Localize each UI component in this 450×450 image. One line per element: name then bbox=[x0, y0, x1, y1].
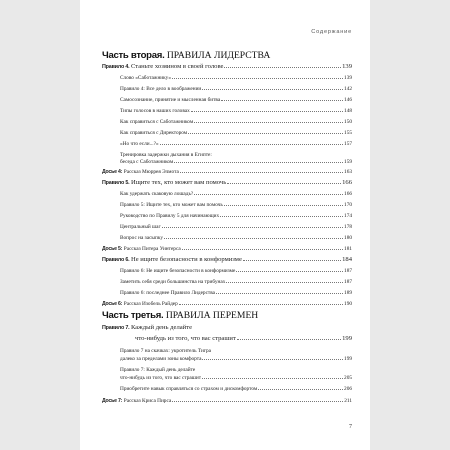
toc-entry[interactable] bbox=[120, 97, 352, 103]
toc-entry-text: что-нибудь из того, что вас страшит bbox=[135, 335, 236, 342]
toc-entry[interactable] bbox=[102, 180, 352, 186]
running-head: Содержание bbox=[311, 29, 352, 35]
toc-entry-page: 199 bbox=[344, 356, 352, 362]
dot-leader bbox=[174, 162, 343, 163]
toc-entry-text: Как справиться с Саботажником bbox=[120, 119, 194, 125]
toc-entry-text: Руководство по Правилу 5 для начинающих bbox=[120, 213, 220, 219]
toc-entry[interactable] bbox=[120, 356, 352, 362]
page-number: 7 bbox=[349, 424, 352, 430]
toc-entry-label: Правило 5. bbox=[102, 180, 130, 186]
toc-entry-title bbox=[120, 224, 161, 230]
toc-entry-title bbox=[120, 202, 223, 208]
toc-entry[interactable] bbox=[102, 398, 352, 404]
toc-entry-page: 159 bbox=[344, 159, 352, 165]
toc-entry-text: что-нибудь из того, что вас страшит bbox=[120, 375, 202, 381]
toc-entry[interactable] bbox=[135, 336, 352, 342]
toc-entry-label: Правило 7. bbox=[102, 325, 130, 331]
toc-entry-page: 181 bbox=[344, 246, 352, 252]
toc-entry-text: Как удержать скаковую лошадь? bbox=[120, 191, 194, 197]
dot-leader bbox=[224, 205, 343, 206]
toc-entry-page: 166 bbox=[344, 191, 352, 197]
toc-entry-page: 205 bbox=[344, 375, 352, 381]
toc-entry-title bbox=[102, 246, 181, 252]
toc-entry-text: Рассказ Питера Уинтерса bbox=[123, 246, 181, 252]
toc-entry-title bbox=[120, 108, 190, 114]
toc-entry[interactable] bbox=[102, 246, 352, 252]
dot-leader bbox=[182, 249, 343, 250]
toc-entry-page: 187 bbox=[344, 268, 352, 274]
toc-entry-text: «Но что если...?» bbox=[120, 141, 159, 147]
dot-leader bbox=[180, 172, 343, 173]
toc-entry-label: Досье 5: bbox=[102, 246, 123, 252]
dot-leader bbox=[202, 378, 343, 379]
toc-entry-title bbox=[120, 130, 187, 136]
toc-entry-title bbox=[120, 159, 173, 165]
dot-leader bbox=[172, 401, 343, 402]
toc-entry-title bbox=[120, 191, 193, 197]
dot-leader bbox=[236, 271, 343, 272]
dot-leader bbox=[188, 133, 343, 134]
toc-entry-text: Приобретите навык справляться со страхом и дискомфортом bbox=[120, 386, 258, 392]
toc-entry[interactable] bbox=[102, 64, 352, 70]
toc-entry-title bbox=[120, 75, 171, 81]
toc-entry-text: Как справиться с Директором bbox=[120, 130, 188, 136]
toc-entry-page: 155 bbox=[344, 130, 352, 136]
toc-entry-text: Заметить себя среди большинства на трибунах bbox=[120, 279, 226, 285]
toc-entry[interactable] bbox=[120, 202, 352, 208]
toc-entry[interactable] bbox=[102, 169, 352, 175]
toc-entry-label: Досье 6: bbox=[102, 301, 123, 307]
toc-entry[interactable] bbox=[120, 86, 352, 92]
toc-entry-title bbox=[120, 279, 225, 285]
toc-entry-title bbox=[120, 367, 195, 373]
toc-entry[interactable] bbox=[120, 159, 352, 165]
toc-entry-title bbox=[120, 235, 163, 241]
toc-entry-text: Слово «Саботажнику» bbox=[120, 75, 172, 81]
toc-entry-title bbox=[120, 213, 219, 219]
toc-entry[interactable] bbox=[120, 224, 352, 230]
toc-entry-text: Не ищите безопасности в конформизме bbox=[130, 256, 242, 263]
toc-entry-text: Самосознание, принятие и мысленная битва bbox=[120, 97, 221, 103]
dot-leader bbox=[202, 89, 343, 90]
toc-entry-title bbox=[102, 301, 178, 307]
toc-entry[interactable] bbox=[120, 108, 352, 114]
toc-entry-title bbox=[102, 398, 171, 404]
toc-entry[interactable] bbox=[120, 367, 352, 373]
dot-leader bbox=[226, 282, 343, 283]
toc-entry-page: 142 bbox=[344, 86, 352, 92]
toc-entry-label: Правило 6. bbox=[102, 257, 130, 263]
toc-entry-page: 148 bbox=[344, 108, 352, 114]
dot-leader bbox=[194, 122, 343, 123]
toc-entry-text: беседа с Саботажником bbox=[120, 159, 174, 165]
toc-entry-page: 199 bbox=[342, 335, 352, 342]
toc-entry[interactable] bbox=[120, 375, 352, 381]
toc-entry-page: 139 bbox=[342, 63, 352, 70]
toc-entry[interactable] bbox=[102, 257, 352, 263]
toc-entry-page: 163 bbox=[344, 169, 352, 175]
toc-entry-title bbox=[102, 64, 223, 70]
dot-leader bbox=[160, 144, 343, 145]
toc-entry-text: Правило 6: Не ищите безопасности в конформизме bbox=[120, 268, 236, 274]
toc-entry-page: 170 bbox=[344, 202, 352, 208]
toc-entry-page: 206 bbox=[344, 386, 352, 392]
toc-entry-page: 190 bbox=[344, 301, 352, 307]
toc-entry-title bbox=[102, 169, 179, 175]
toc-entry-title bbox=[102, 180, 226, 186]
toc-entry-title bbox=[120, 152, 212, 158]
toc-entry-title bbox=[120, 386, 257, 392]
toc-entry-title bbox=[120, 348, 211, 354]
toc-entry-text: Ищите тех, кто может вам помочь bbox=[130, 179, 227, 186]
toc-entry-page: 178 bbox=[344, 224, 352, 230]
dot-leader bbox=[220, 216, 343, 217]
toc-entry-title bbox=[120, 141, 159, 147]
toc-entry[interactable] bbox=[120, 279, 352, 285]
dot-leader bbox=[258, 389, 343, 390]
toc-entry[interactable] bbox=[120, 386, 352, 392]
toc-entry[interactable] bbox=[120, 141, 352, 147]
part-title-two bbox=[102, 50, 352, 61]
dot-leader bbox=[227, 183, 341, 184]
toc-entry-title bbox=[120, 375, 201, 381]
toc-entry-title bbox=[120, 86, 201, 92]
toc-entry-title bbox=[120, 119, 193, 125]
toc-entry-title bbox=[120, 97, 220, 103]
toc-entry-text: Рассказ Мюррея Элмота bbox=[123, 169, 179, 175]
toc-entry-text: Каждый день делайте bbox=[130, 324, 192, 331]
toc-entry-text: Вопрос на засыпку bbox=[120, 235, 163, 241]
toc-entry-page: 174 bbox=[344, 213, 352, 219]
toc-entry[interactable] bbox=[120, 191, 352, 197]
toc-entry-text: Рассказ Изобель Райдер bbox=[123, 301, 178, 307]
dot-leader bbox=[172, 78, 343, 79]
toc-entry[interactable] bbox=[120, 213, 352, 219]
dot-leader bbox=[179, 304, 343, 305]
toc-entry-page: 184 bbox=[342, 256, 352, 263]
toc-entry-page: 189 bbox=[344, 290, 352, 296]
part-heading: ПРАВИЛА ЛИДЕРСТВА bbox=[166, 50, 271, 61]
toc-entry-page: 187 bbox=[344, 279, 352, 285]
toc-entry[interactable] bbox=[120, 130, 352, 136]
toc-entry-page: 150 bbox=[344, 119, 352, 125]
toc-entry-text: Центральный шаг bbox=[120, 224, 161, 230]
dot-leader bbox=[221, 100, 343, 101]
toc-entry-title bbox=[120, 290, 215, 296]
toc-entry-label: Правило 4. bbox=[102, 64, 130, 70]
toc-entry[interactable] bbox=[120, 119, 352, 125]
toc-entry-title bbox=[135, 336, 236, 342]
toc-entry-page: 180 bbox=[344, 235, 352, 241]
part-label: Часть вторая. bbox=[102, 50, 165, 61]
toc-entry-text: Типы голосов в наших головах bbox=[120, 108, 190, 114]
toc-entry[interactable] bbox=[102, 325, 352, 331]
toc-entry-text: Правило 7: Каждый день делайте bbox=[120, 367, 196, 373]
toc-entry-text: Станьте хозяином в своей голове bbox=[130, 63, 224, 70]
dot-leader bbox=[243, 260, 341, 261]
dot-leader bbox=[194, 194, 343, 195]
toc-entry-page: 211 bbox=[344, 398, 352, 404]
toc-entry-page: 157 bbox=[344, 141, 352, 147]
toc-entry-text: далеко за пределами зоны комфорта bbox=[120, 356, 202, 362]
toc-entry[interactable] bbox=[102, 301, 352, 307]
dot-leader bbox=[164, 238, 343, 239]
toc-entry[interactable] bbox=[120, 235, 352, 241]
part-label: Часть третья. bbox=[102, 310, 164, 321]
dot-leader bbox=[224, 67, 341, 68]
toc-entry[interactable] bbox=[120, 290, 352, 296]
dot-leader bbox=[162, 227, 343, 228]
toc-entry-text: Правило 7 на скачках: укротитель Тигра bbox=[120, 348, 211, 354]
toc-entry-label: Досье 4: bbox=[102, 169, 123, 175]
toc-entry-text: Правило 6: последнее Правило Лидерства bbox=[120, 290, 216, 296]
toc-entry-page: 139 bbox=[344, 75, 352, 81]
dot-leader bbox=[202, 359, 343, 360]
toc-entry[interactable] bbox=[120, 268, 352, 274]
toc-entry[interactable] bbox=[120, 152, 352, 158]
toc-entry-page: 166 bbox=[342, 179, 352, 186]
toc-entry-text: Рассказ Криса Пирса bbox=[123, 398, 172, 404]
part-heading: ПРАВИЛА ПЕРЕМЕН bbox=[165, 310, 259, 321]
toc-entry-text: Правило 5: Ищите тех, кто может вам помочь bbox=[120, 202, 223, 208]
toc-entry-title bbox=[120, 268, 235, 274]
part-title-three bbox=[102, 310, 352, 321]
dot-leader bbox=[237, 339, 341, 340]
toc-entry-title bbox=[102, 325, 192, 331]
toc-entry-text: Правило 4: Все дело в воображении bbox=[120, 86, 202, 92]
toc-entry[interactable] bbox=[120, 348, 352, 354]
toc-entry-page: 146 bbox=[344, 97, 352, 103]
dot-leader bbox=[216, 293, 343, 294]
book-page bbox=[80, 0, 370, 450]
toc-entry-label: Досье 7: bbox=[102, 398, 123, 404]
toc-entry-text: Тренировка задержки дыхания в Египте: bbox=[120, 152, 212, 158]
toc-entry[interactable] bbox=[120, 75, 352, 81]
toc-entry-title bbox=[102, 257, 242, 263]
dot-leader bbox=[191, 111, 343, 112]
toc-entry-title bbox=[120, 356, 201, 362]
